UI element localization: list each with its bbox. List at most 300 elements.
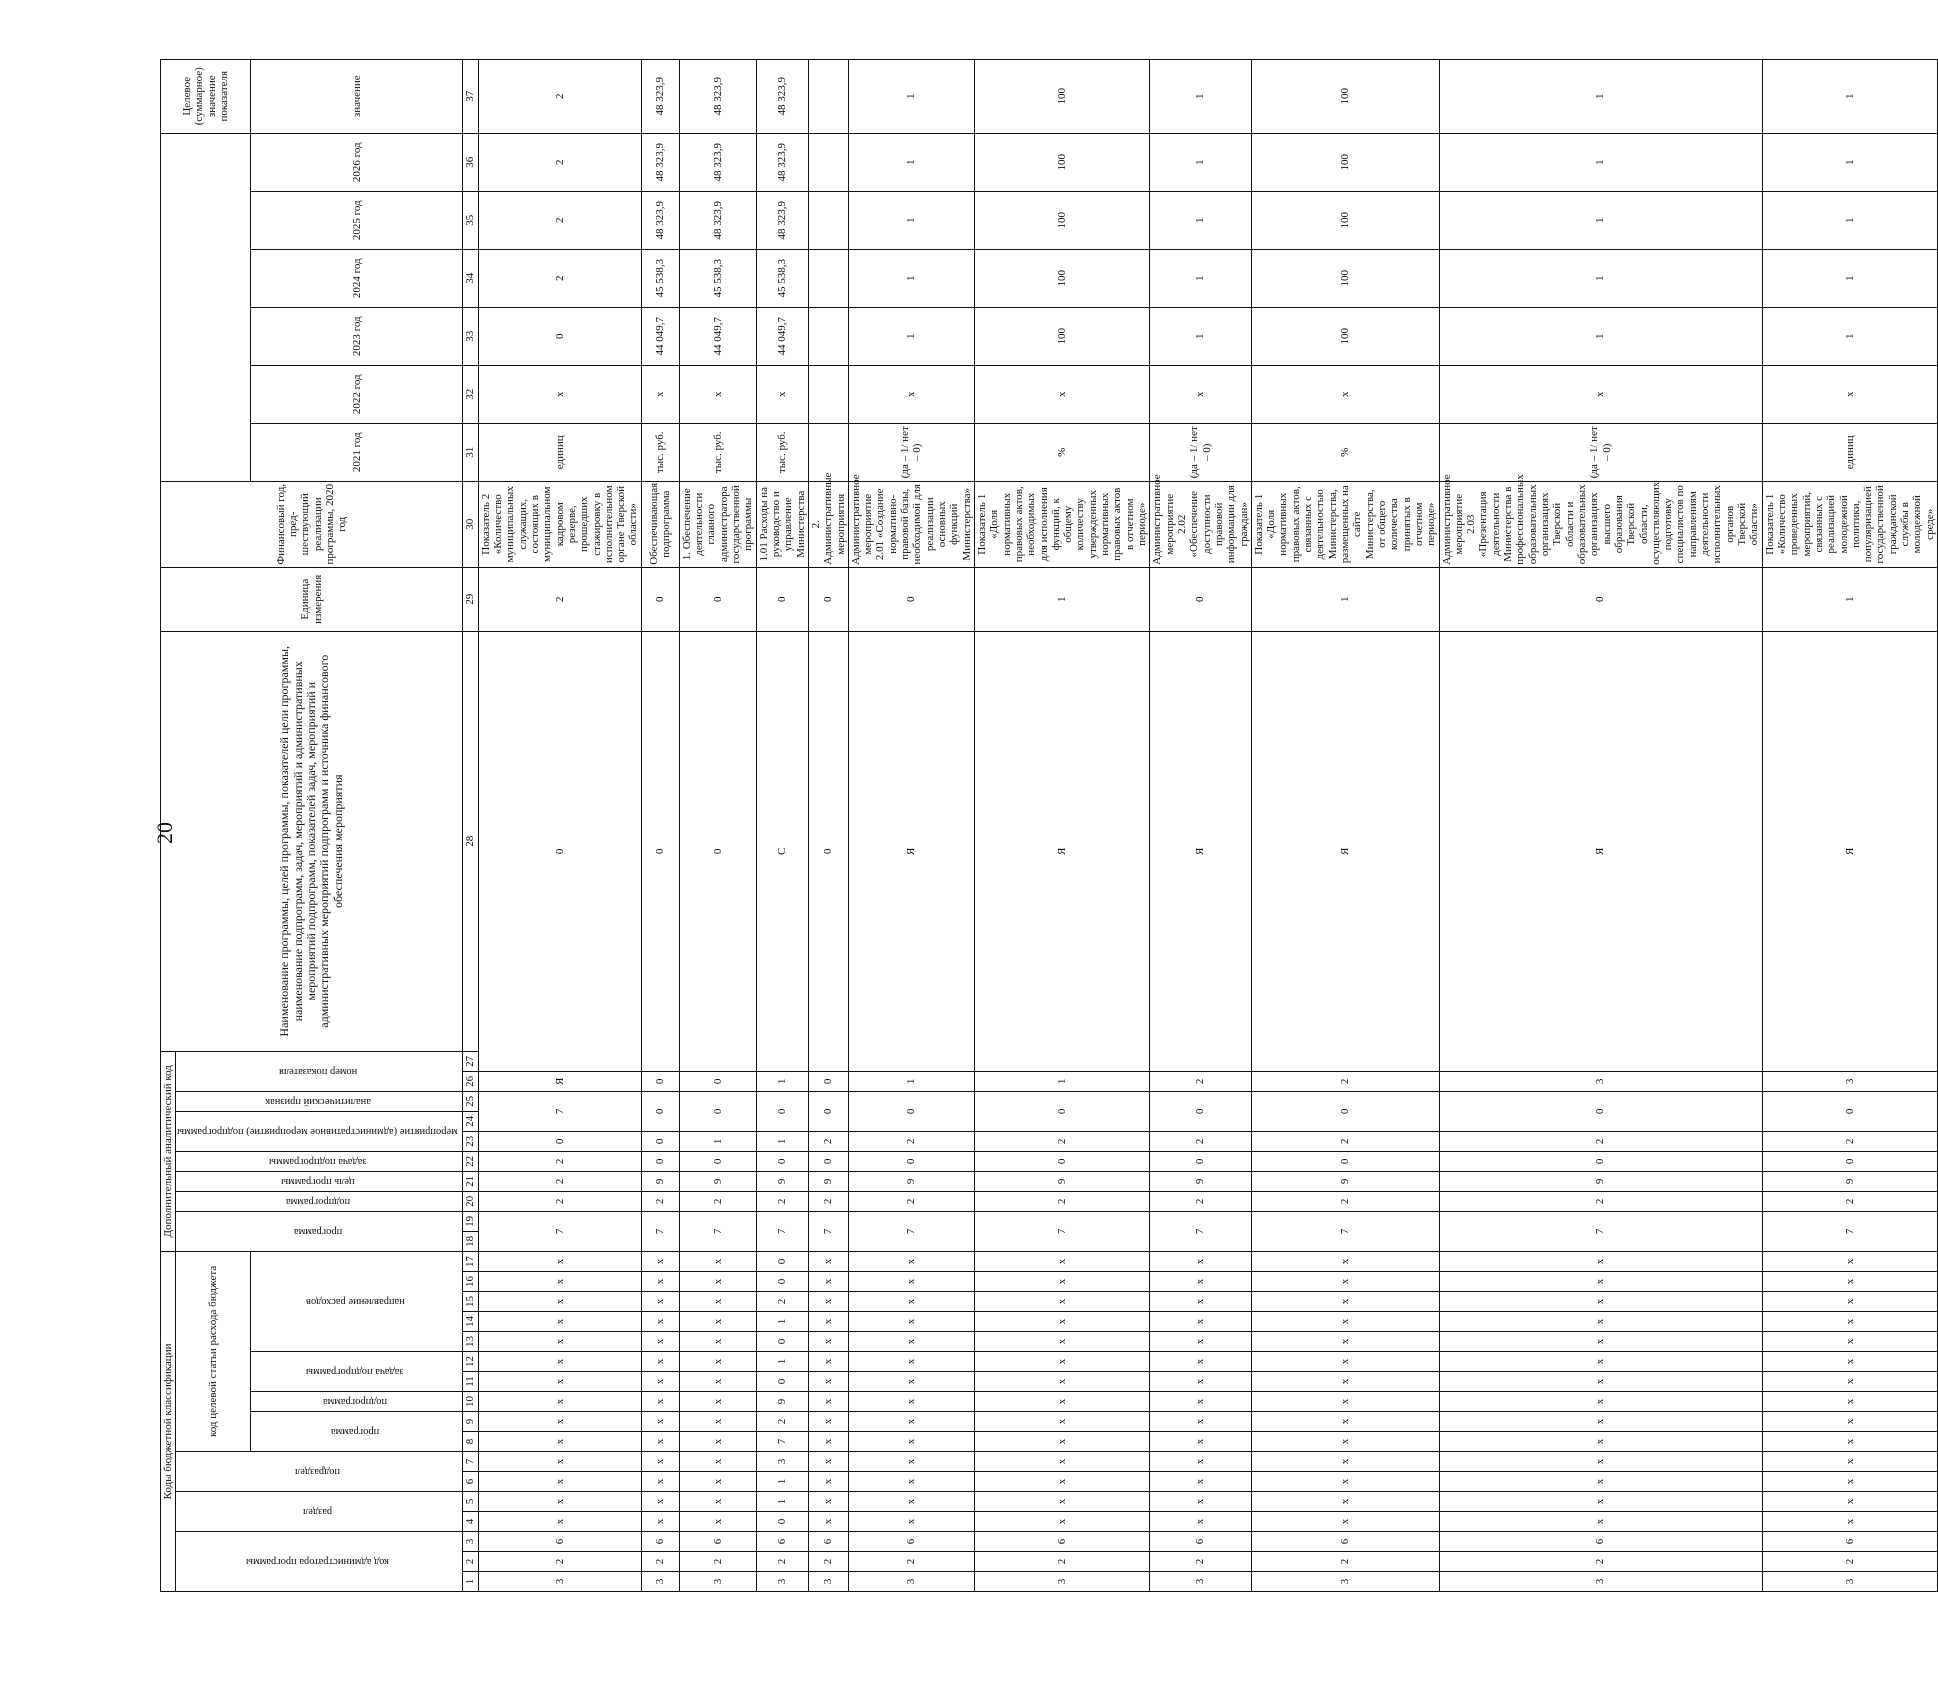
analytic-code-cell: 0 [808,1071,848,1091]
budget-code-cell: х [1439,1412,1762,1432]
budget-code-cell: х [478,1251,641,1271]
item-name-cell: 1.01 Расходы на руководство и управление Министерства [756,481,808,567]
base-year-cell: х [848,365,974,423]
unit-cell: (да – 1/ нет – 0) [1150,423,1252,481]
budget-code-cell: х [1762,1392,1937,1412]
year-value-cell: 48 323,9 [756,59,808,133]
budget-code-cell: 3 [756,1452,808,1472]
program-table [160,59,1938,1592]
budget-code-cell: х [848,1432,974,1452]
budget-code-cell: х [1762,1412,1937,1432]
budget-code-cell: х [1439,1372,1762,1392]
analytic-code-cell: 2 [974,1131,1149,1151]
table-row [848,59,974,1591]
column-number: 3 [463,1532,478,1552]
budget-code-cell: х [808,1332,848,1352]
table-row [641,59,679,1591]
budget-code-cell: х [1150,1292,1252,1312]
column-number-row [463,59,478,1591]
analytic-code-cell: 2 [1150,1071,1252,1091]
budget-code-cell: х [808,1472,848,1492]
column-number: 18 [463,1231,478,1251]
year-value-cell: 48 323,9 [679,133,756,191]
budget-code-cell: х [1762,1332,1937,1352]
analytic-code-cell: 0 [679,1091,756,1131]
budget-code-cell: 2 [974,1552,1149,1572]
budget-code-cell: х [679,1432,756,1452]
analytic-code-cell: 2 [808,1131,848,1151]
year-value-cell: 100 [1251,307,1439,365]
year-value-cell: 100 [1251,59,1439,133]
budget-code-cell: х [848,1492,974,1512]
analytic-code-cell: 0 [808,1151,848,1171]
analytic-code-cell: 0 [808,567,848,631]
budget-code-cell: х [1251,1372,1439,1392]
analytic-code-cell: 0 [478,631,641,1071]
column-number: 8 [463,1432,478,1452]
program-header: программа [251,1412,463,1452]
column-number: 19 [463,1211,478,1231]
analytic-code-cell: 0 [679,567,756,631]
budget-code-cell: х [478,1372,641,1392]
year-value-cell: 2 [478,191,641,249]
budget-code-cell: 2 [756,1412,808,1432]
analytic-code-cell: 0 [1150,1151,1252,1171]
year-value-cell: 2 [478,59,641,133]
budget-code-cell: 2 [808,1552,848,1572]
column-number: 29 [463,567,478,631]
column-number: 26 [463,1071,478,1091]
admin-code-header: код администратора программы [176,1532,463,1592]
unit-cell: тыс. руб. [756,423,808,481]
analytic-code-cell: 0 [641,631,679,1071]
budget-code-cell: х [808,1492,848,1512]
budget-code-cell: х [974,1312,1149,1332]
budget-code-cell: х [478,1352,641,1372]
analytic-code-cell: 2 [478,1171,641,1191]
budget-code-cell: х [808,1312,848,1332]
item-name-cell: Показатель 1 «Доля нормативных правовых актов, необходимых для исполнения функций, к общему количеству утвержденных нормативных правовых актов в отчетном периоде» [974,481,1149,567]
budget-code-cell: 6 [1762,1532,1937,1552]
analytic-code-cell: 7 [1439,1211,1762,1251]
budget-code-cell: х [478,1512,641,1532]
budget-code-cell: х [641,1492,679,1512]
analytic-code-cell: 0 [756,1151,808,1171]
budget-code-cell: 6 [848,1532,974,1552]
budget-code-cell: х [848,1372,974,1392]
year-value-cell: 1 [1439,133,1762,191]
analytic-code-cell: 0 [808,1091,848,1131]
budget-code-cell: х [1762,1251,1937,1271]
budget-code-cell: х [1762,1512,1937,1532]
column-number: 16 [463,1272,478,1292]
a-goal-header: цель программы [176,1171,463,1191]
base-year-cell: х [1439,365,1762,423]
column-number: 2 [463,1552,478,1572]
column-number: 34 [463,249,478,307]
year-value-cell: 1 [1150,59,1252,133]
analytic-code-cell: 0 [679,631,756,1071]
year-value-cell: 100 [974,191,1149,249]
budget-code-cell: х [641,1251,679,1271]
analytic-code-cell: 1 [974,1071,1149,1091]
budget-code-cell: 3 [1762,1572,1937,1592]
base-year-cell: х [1251,365,1439,423]
budget-code-cell: х [641,1352,679,1372]
column-number: 37 [463,59,478,133]
item-name-cell: Административное мероприятие 2.01 «Создание нормативно-правовой базы, необходимой для реализации основных функций Министерства» [848,481,974,567]
budget-code-cell: х [848,1452,974,1472]
budget-code-cell: х [679,1412,756,1432]
year-value-cell: 1 [1439,59,1762,133]
budget-code-cell: х [641,1512,679,1532]
budget-code-cell: 2 [756,1292,808,1312]
analytic-code-cell: 2 [974,1191,1149,1211]
analytic-code-cell: 2 [1150,1131,1252,1151]
budget-code-cell: х [1251,1512,1439,1532]
budget-code-cell: х [974,1352,1149,1372]
budget-code-cell: 2 [1150,1552,1252,1572]
budget-code-cell: х [679,1352,756,1372]
budget-code-cell: х [679,1452,756,1472]
budget-code-cell: х [679,1492,756,1512]
budget-code-cell: х [1150,1392,1252,1412]
budget-code-cell: 3 [679,1572,756,1592]
budget-code-cell: х [641,1312,679,1332]
year-value-cell: 1 [848,191,974,249]
budget-code-cell: 9 [756,1392,808,1412]
analytic-code-cell: 0 [679,1071,756,1091]
budget-code-cell: 2 [478,1552,641,1572]
column-number: 21 [463,1171,478,1191]
year-value-cell: 48 323,9 [679,191,756,249]
budget-code-cell: х [679,1372,756,1392]
year-value-cell: 100 [974,249,1149,307]
item-name-cell: Показатель 1 «Количество проведенных мероприятий, связанных с реализацией молодежной политики, популяризацией государственной гражданской службы в молодежной среде» [1762,481,1937,567]
budget-code-cell: 0 [756,1272,808,1292]
page-number: 20 [152,822,177,844]
column-number: 6 [463,1472,478,1492]
year-value-cell: 100 [974,133,1149,191]
base-year-cell: х [641,365,679,423]
budget-code-cell: х [679,1272,756,1292]
budget-code-cell: х [974,1512,1149,1532]
budget-code-cell: х [1150,1372,1252,1392]
item-name-cell: Обеспечивающая подпрограмма [641,481,679,567]
table-row [1251,59,1439,1591]
year-value-cell: 1 [848,307,974,365]
table-row [1439,59,1762,1591]
analytic-code-cell: 2 [848,1131,974,1151]
budget-code-cell: х [974,1372,1149,1392]
year-value-cell: 48 323,9 [641,133,679,191]
analytic-code-cell: 0 [1762,1091,1937,1131]
budget-code-cell: 6 [808,1532,848,1552]
analytic-code-cell: 9 [1762,1171,1937,1191]
budget-code-cell: 0 [756,1251,808,1271]
budget-code-cell: 6 [1251,1532,1439,1552]
analytic-code-cell: 2 [808,1191,848,1211]
budget-code-cell: х [679,1251,756,1271]
budget-code-cell: х [848,1472,974,1492]
year-value-cell: 44 049,7 [756,307,808,365]
budget-code-cell: 6 [974,1532,1149,1552]
analytic-code-cell: 1 [1251,567,1439,631]
year-value-cell: 48 323,9 [756,191,808,249]
analytic-code-cell: С [756,631,808,1071]
budget-code-cell: х [848,1332,974,1352]
budget-code-cell: х [848,1412,974,1432]
analytic-code-cell: 2 [1251,1071,1439,1091]
budget-code-cell: 7 [756,1432,808,1452]
budget-code-cell: х [974,1492,1149,1512]
budget-code-cell: х [974,1292,1149,1312]
column-number: 7 [463,1452,478,1472]
year-2021-header: 2021 год [251,423,463,481]
budget-code-cell: 2 [848,1552,974,1572]
budget-code-cell: х [679,1332,756,1352]
budget-code-cell: х [808,1452,848,1472]
budget-code-cell: 3 [756,1572,808,1592]
year-value-cell [808,191,848,249]
budget-code-cell: х [848,1352,974,1372]
budget-code-cell: 0 [756,1332,808,1352]
table-row [808,59,848,1591]
budget-code-cell: х [848,1272,974,1292]
analytic-code-cell: 0 [1251,1151,1439,1171]
column-number: 22 [463,1151,478,1171]
budget-code-cell: х [1251,1251,1439,1271]
budget-code-cell: х [1150,1472,1252,1492]
column-number: 23 [463,1131,478,1151]
column-number: 33 [463,307,478,365]
budget-code-cell: х [848,1312,974,1332]
analytic-code-cell: 2 [1762,1131,1937,1151]
year-value-cell: 1 [1150,307,1252,365]
budget-code-cell: 3 [641,1572,679,1592]
a-sign-header: аналитический признак [176,1091,463,1111]
item-name-cell: 1. Обеспечение деятельности главного администратора государственной программы [679,481,756,567]
table-row [478,59,641,1591]
analytic-code-cell: 9 [1150,1171,1252,1191]
analytic-code-cell: 2 [478,1191,641,1211]
analytic-code-cell: 7 [641,1211,679,1251]
rotated-page [160,67,1936,1592]
year-value-cell: 1 [1439,249,1762,307]
budget-code-cell: х [808,1432,848,1452]
column-number: 13 [463,1332,478,1352]
year-value-cell: 1 [1762,59,1937,133]
column-number: 5 [463,1492,478,1512]
budget-code-cell: х [808,1352,848,1372]
budget-code-cell: 3 [974,1572,1149,1592]
budget-code-cell: х [641,1452,679,1472]
year-value-cell: 1 [848,249,974,307]
target-header: Целевое (суммарное) значение показателя [161,59,251,133]
column-number: 28 [463,631,478,1051]
analytic-code-cell: 0 [1150,567,1252,631]
year-value-cell: 48 323,9 [679,59,756,133]
analytic-code-cell: 2 [1251,1191,1439,1211]
unit-cell: тыс. руб. [641,423,679,481]
budget-code-cell: х [1762,1272,1937,1292]
budget-code-cell: х [1762,1472,1937,1492]
analytic-code-cell: 0 [848,567,974,631]
budget-code-cell: х [848,1392,974,1412]
budget-code-cell: х [478,1492,641,1512]
budget-code-cell: х [641,1332,679,1352]
analytic-code-cell: Я [478,1071,641,1091]
budget-code-cell: х [641,1472,679,1492]
analytic-code-cell: 9 [756,1171,808,1191]
budget-code-cell: х [679,1472,756,1492]
analytic-code-cell: 7 [848,1211,974,1251]
budget-code-cell: х [1762,1312,1937,1332]
analytic-code-cell: 9 [808,1171,848,1191]
year-value-cell [808,59,848,133]
analytic-code-header: Дополнительный аналитический код [161,1051,176,1251]
budget-code-cell: х [679,1292,756,1312]
analytic-code-cell: 9 [641,1171,679,1191]
column-number: 15 [463,1292,478,1312]
analytic-code-cell: 2 [756,1191,808,1211]
analytic-code-cell: 9 [1439,1171,1762,1191]
year-value-cell: 2 [478,133,641,191]
table-row [1762,59,1937,1591]
budget-code-cell: х [808,1251,848,1271]
budget-code-cell: х [1439,1292,1762,1312]
budget-code-cell: х [679,1312,756,1332]
year-value-cell: 45 538,3 [641,249,679,307]
year-value-cell: 45 538,3 [756,249,808,307]
budget-code-cell: 1 [756,1312,808,1332]
analytic-code-cell: 7 [679,1211,756,1251]
budget-code-cell: х [1150,1452,1252,1472]
budget-code-cell: х [1439,1392,1762,1412]
budget-codes-header: Коды бюджетной классификации [161,1251,176,1591]
analytic-code-cell: 9 [1251,1171,1439,1191]
column-number: 24 [463,1111,478,1131]
budget-code-cell: х [641,1372,679,1392]
year-value-cell: 1 [848,59,974,133]
year-2022-header: 2022 год [251,365,463,423]
column-number: 9 [463,1412,478,1432]
analytic-code-cell: 9 [679,1171,756,1191]
year-value-cell: 1 [1762,307,1937,365]
year-value-cell: 1 [1439,191,1762,249]
column-number: 12 [463,1352,478,1372]
analytic-code-cell: 0 [641,1131,679,1151]
budget-code-cell: х [848,1292,974,1312]
analytic-code-cell: 2 [478,567,641,631]
budget-code-cell: х [974,1412,1149,1432]
analytic-code-cell: 0 [641,1091,679,1131]
analytic-code-cell: Я [848,631,974,1071]
analytic-code-cell: 2 [1150,1191,1252,1211]
budget-code-cell: х [1251,1472,1439,1492]
year-value-cell: 1 [1150,133,1252,191]
budget-code-cell: 3 [1150,1572,1252,1592]
base-year-cell: х [478,365,641,423]
a-indicator-no-header: номер показателя [176,1051,463,1091]
item-name-cell: 2. Административные мероприятия [808,481,848,567]
year-value-cell: 44 049,7 [641,307,679,365]
unit-cell: тыс. руб. [679,423,756,481]
budget-code-cell: х [478,1392,641,1412]
year-2026-header: 2026 год [251,133,463,191]
budget-code-cell: х [1439,1452,1762,1472]
budget-code-cell: х [1439,1472,1762,1492]
budget-code-cell: х [1150,1251,1252,1271]
budget-code-cell: х [1762,1432,1937,1452]
unit-cell: % [1251,423,1439,481]
analytic-code-cell: 2 [1439,1131,1762,1151]
budget-code-cell: х [1251,1412,1439,1432]
budget-code-cell: х [641,1272,679,1292]
budget-code-cell: 2 [641,1552,679,1572]
budget-code-cell: х [1251,1272,1439,1292]
year-value-cell: 44 049,7 [679,307,756,365]
analytic-code-cell: 7 [808,1211,848,1251]
budget-code-cell: х [808,1372,848,1392]
base-year-cell: х [974,365,1149,423]
analytic-code-cell: 2 [848,1191,974,1211]
budget-code-cell: х [1251,1492,1439,1512]
analytic-code-cell: 9 [848,1171,974,1191]
year-value-cell [808,133,848,191]
budget-code-cell: х [641,1432,679,1452]
budget-code-cell: х [1439,1312,1762,1332]
base-year-cell: х [1150,365,1252,423]
budget-code-cell: х [808,1412,848,1432]
year-2024-header: 2024 год [251,249,463,307]
table-row [756,59,808,1591]
year-value-cell: 1 [848,133,974,191]
budget-code-cell: х [974,1272,1149,1292]
year-value-cell [808,249,848,307]
analytic-code-cell: 0 [641,1071,679,1091]
analytic-code-cell: 0 [1150,1091,1252,1131]
a-program-header: программа [176,1211,463,1251]
item-name-cell: Показатель 1 «Доля нормативных правовых актов, связанных с деятельностью Министерства, размещенных на сайте Министерства, от общего количества принятых в отчетном периоде» [1251,481,1439,567]
year-value-cell: 1 [1762,191,1937,249]
budget-code-cell: х [641,1412,679,1432]
item-name-cell: Административное мероприятие 2.02 «Обеспечение доступности правовой информации для граждан» [1150,481,1252,567]
analytic-code-cell: 0 [1439,1151,1762,1171]
analytic-code-cell: Я [1150,631,1252,1071]
budget-code-cell: 1 [756,1472,808,1492]
table-row [1150,59,1252,1591]
budget-code-cell: х [1762,1452,1937,1472]
budget-code-cell: х [1150,1352,1252,1372]
budget-code-cell: х [1439,1352,1762,1372]
analytic-code-cell: 0 [1439,567,1762,631]
budget-code-cell: 3 [1251,1572,1439,1592]
analytic-code-cell: 0 [1762,1151,1937,1171]
year-value-cell: 100 [1251,249,1439,307]
budget-code-cell: 1 [756,1352,808,1372]
analytic-code-cell: 2 [1762,1191,1937,1211]
year-value-cell: 100 [974,307,1149,365]
budget-code-cell: х [478,1312,641,1332]
base-year-cell: х [756,365,808,423]
budget-code-cell: 2 [756,1552,808,1572]
budget-code-cell: 3 [848,1572,974,1592]
column-number: 25 [463,1091,478,1111]
budget-code-cell: х [478,1272,641,1292]
budget-code-cell: 2 [1762,1552,1937,1572]
budget-code-cell: х [1150,1512,1252,1532]
